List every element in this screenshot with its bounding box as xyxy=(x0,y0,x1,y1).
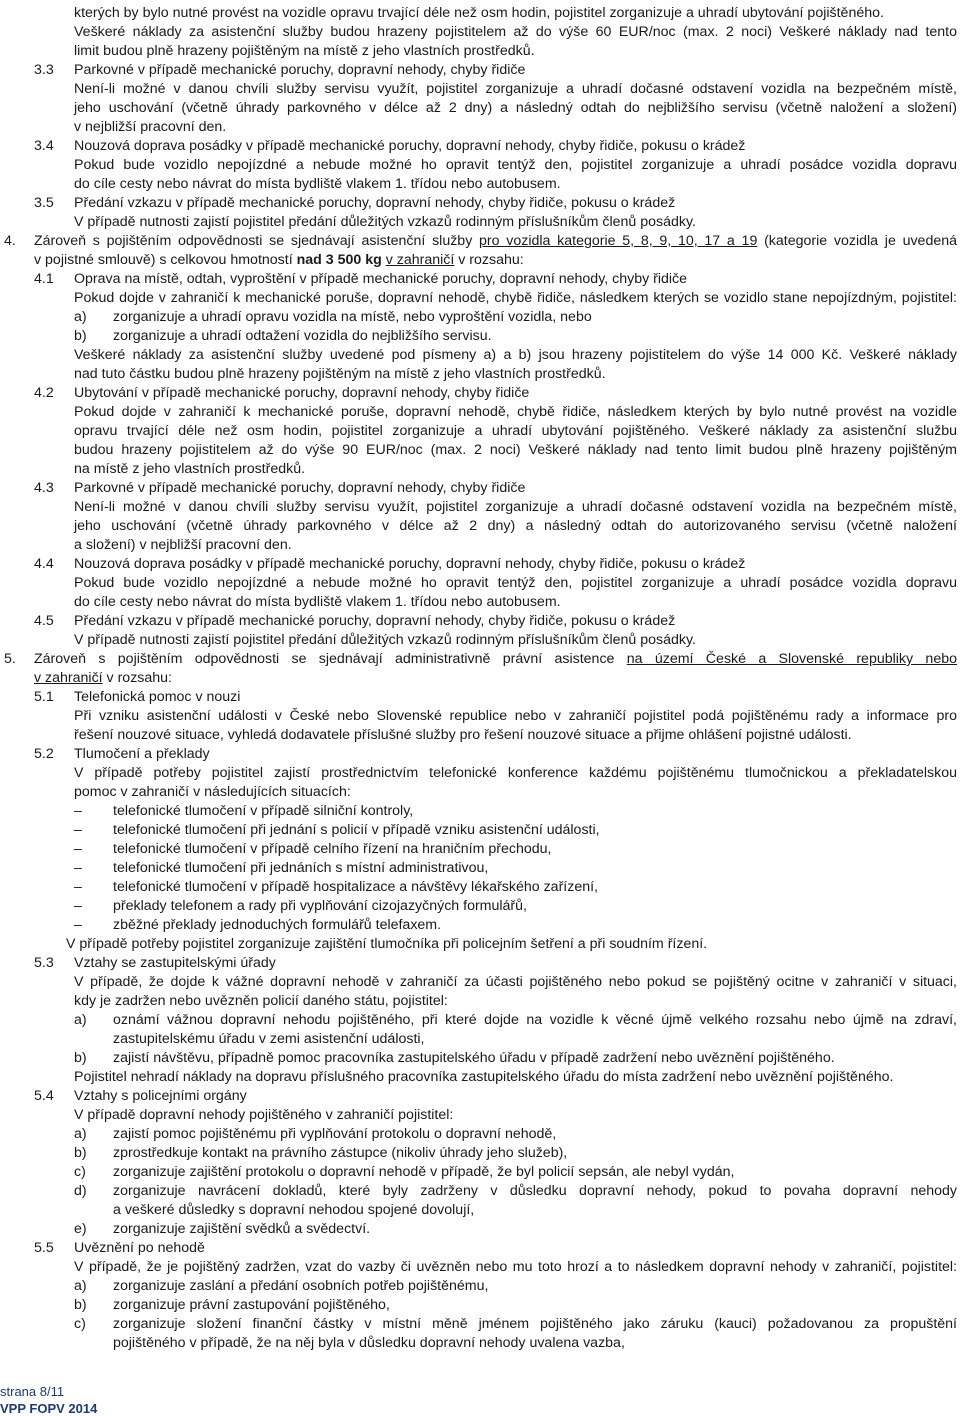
item-number: 5.1 xyxy=(34,689,54,705)
text-line: V případě dopravní nehody pojištěného v zahraničí pojistitel: xyxy=(74,1107,454,1123)
text-line: do cíle cesty nebo návrat do místa bydliště vlakem 1. třídou nebo autobusem. xyxy=(74,594,561,610)
text-line: v nejbližší pracovní den. xyxy=(74,119,227,135)
list-item: telefonické tlumočení při jednáních s místní administrativou, xyxy=(113,860,489,876)
section-number: 4. xyxy=(4,233,16,249)
text-line: kterých by bylo nutné provést na vozidle opravu trvající déle než osm hodin, pojistitel zorganizuje a uhradí ubytování pojištěného. xyxy=(74,5,884,21)
item-number: 4.2 xyxy=(34,385,54,401)
dash-bullet: – xyxy=(74,879,82,895)
list-label: d) xyxy=(74,1183,87,1199)
list-item: zorganizuje a uhradí opravu vozidla na místě, nebo vyproštění vozidla, nebo xyxy=(113,309,592,325)
text-line: Není-li možné v danou chvíli služby servisu využít, pojistitel zorganizuje a uhradí dočasné odstavení vozidla na bezpečném místě, xyxy=(74,81,957,97)
dash-bullet: – xyxy=(74,841,82,857)
text-line: V případě nutnosti zajistí pojistitel předání důležitých vzkazů rodinným příslušníkům členů posádky. xyxy=(74,214,696,230)
list-label: a) xyxy=(74,1012,87,1028)
item-number: 4.5 xyxy=(34,613,54,629)
text-line: V případě, že dojde k vážné dopravní nehodě v zahraničí za účasti pojištěného nebo pokud se pojištěný ocitne v zahraničí v situaci, xyxy=(74,974,957,990)
dash-bullet: – xyxy=(74,898,82,914)
list-label: e) xyxy=(74,1221,87,1237)
text-line: Pokud bude vozidlo nepojízdné a nebude možné ho opravit tentýž den, pojistitel zorganizuje a uhradí posádce vozidla dopravu xyxy=(74,157,957,173)
item-title: Předání vzkazu v případě mechanické poruchy, dopravní nehody, chyby řidiče, pokusu o krádež xyxy=(74,613,676,629)
list-item: zběžné překlady jednoduchých formulářů telefaxem. xyxy=(113,917,442,933)
section-intro: Zároveň s pojištěním odpovědnosti se sjednávají administrativně právní asistence na území České a Slovenské republiky nebo xyxy=(34,651,957,667)
list-item: překlady telefonem a rady při vyplňování cizojazyčných formulářů, xyxy=(113,898,527,914)
list-item-cont: pojištěného v případě, že na něj byla v důsledku dopravní nehody uvalena vazba, xyxy=(113,1335,625,1351)
list-item: telefonické tlumočení v případě hospitalizace a návštěvy lékařského zařízení, xyxy=(113,879,599,895)
text-line: Veškeré náklady za asistenční služby uvedené pod písmeny a) a b) jsou hrazeny pojistitelem do výše 14 000 Kč. Veškeré náklady xyxy=(74,347,957,363)
item-title: Telefonická pomoc v nouzi xyxy=(74,689,241,705)
list-label: c) xyxy=(74,1164,86,1180)
item-number: 5.5 xyxy=(34,1240,54,1256)
list-item: zorganizuje zajištění protokolu o dopravní nehodě v případě, že byl policií sepsán, ale nebyl vydán, xyxy=(113,1164,735,1180)
list-label: a) xyxy=(74,1278,87,1294)
text-line: Není-li možné v danou chvíli služby servisu využít, pojistitel zorganizuje a uhradí dočasné odstavení vozidla na bezpečném místě, xyxy=(74,499,957,515)
text-line: V případě, že je pojištěný zadržen, vzat do vazby či uvězněn nebo mu toto hrozí a to následkem dopravní nehody v zahraničí, pojistitel: xyxy=(74,1259,957,1275)
item-title: Vztahy se zastupitelskými úřady xyxy=(74,955,276,971)
list-label: a) xyxy=(74,309,87,325)
item-number: 4.4 xyxy=(34,556,54,572)
dash-bullet: – xyxy=(74,822,82,838)
item-title: Uvěznění po nehodě xyxy=(74,1240,205,1256)
list-item: zprostředkuje kontakt na právního zástupce (nikoliv úhrady jeho služeb), xyxy=(113,1145,568,1161)
text-line: Pokud dojde v zahraničí k mechanické poruše, dopravní nehodě, chybě řidiče, následkem kterých se vozidlo stane nepojízdným, pojistitel: xyxy=(74,290,957,306)
item-title: Parkovné v případě mechanické poruchy, dopravní nehody, chyby řidiče xyxy=(74,480,526,496)
item-title: Nouzová doprava posádky v případě mechanické poruchy, dopravní nehody, chyby řidiče, pokusu o krádež xyxy=(74,138,746,154)
list-label: c) xyxy=(74,1316,86,1332)
text-line: do cíle cesty nebo návrat do místa bydliště vlakem 1. třídou nebo autobusem. xyxy=(74,176,561,192)
item-title: Oprava na místě, odtah, vyproštění v případě mechanické poruchy, dopravní nehody, chyby řidiče xyxy=(74,271,688,287)
text-line: nad tuto částku budou plně hrazeny pojištěným na místě z jeho vlastních prostředků. xyxy=(74,366,606,382)
list-label: a) xyxy=(74,1126,87,1142)
list-label: b) xyxy=(74,1297,87,1313)
text-line: a složení) v nejbližší pracovní den. xyxy=(74,537,292,553)
item-title: Předání vzkazu v případě mechanické poruchy, dopravní nehody, chyby řidiče, pokusu o krádež xyxy=(74,195,676,211)
text-line: V případě potřeby pojistitel zajistí prostřednictvím telefonické konference každému pojištěnému tlumočnickou a překladatelskou xyxy=(74,765,957,781)
document-code: VPP FOPV 2014 xyxy=(0,1401,98,1416)
list-item: zorganizuje složení finanční částky v místní měně jménem pojištěného jako záruku (kauci) požadovanou za propuštění xyxy=(113,1316,957,1332)
text-line: budou hrazeny pojistitelem až do výše 90 EUR/noc (max. 2 noci) Veškeré náklady nad tento limit budou plně hrazeny pojištěným xyxy=(74,442,957,458)
list-item-cont: a veškeré důsledky s dopravní nehodou spojené dovolují, xyxy=(113,1202,475,1218)
text-line: Veškeré náklady za asistenční služby budou hrazeny pojistitelem až do výše 60 EUR/noc (max. 2 noci) Veškeré náklady nad tento xyxy=(74,24,957,40)
item-number: 5.4 xyxy=(34,1088,54,1104)
list-label: b) xyxy=(74,1145,87,1161)
item-number: 5.3 xyxy=(34,955,54,971)
text-line: jeho uschování (včetně úhrady parkovného v délce až 2 dny) a následný odtah do nejbližšího servisu (včetně naložení a složení) xyxy=(74,100,957,116)
list-item: zajistí návštěvu, případně pomoc pracovníka zastupitelského úřadu v případě zadržení nebo uvěznění pojištěného. xyxy=(113,1050,835,1066)
list-item: zorganizuje právní zastupování pojištěného, xyxy=(113,1297,390,1313)
dash-bullet: – xyxy=(74,917,82,933)
section-intro-cont: v pojistné smlouvě) s celkovou hmotností nad 3 500 kg v zahraničí v rozsahu: xyxy=(34,252,524,268)
text-line: pomoc v zahraničí v následujících situacích: xyxy=(74,784,351,800)
list-item-cont: zastupitelskému úřadu v zemi asistenční události, xyxy=(113,1031,425,1047)
page-number: strana 8/11 xyxy=(0,1384,65,1399)
section-number: 5. xyxy=(4,651,16,667)
list-item: telefonické tlumočení v případě celního řízení na hraničním přechodu, xyxy=(113,841,552,857)
text-line: opravu trvající déle než osm hodin, pojistitel zorganizuje a uhradí ubytování pojištěného. Veškeré náklady za asistenční službu xyxy=(74,423,957,439)
list-label: b) xyxy=(74,1050,87,1066)
text-line: V případě nutnosti zajistí pojistitel předání důležitých vzkazů rodinným příslušníkům členů posádky. xyxy=(74,632,696,648)
list-item: zorganizuje zaslání a předání osobních potřeb pojištěnému, xyxy=(113,1278,489,1294)
item-number: 5.2 xyxy=(34,746,54,762)
list-item: telefonické tlumočení v případě silniční kontroly, xyxy=(113,803,414,819)
item-title: Ubytování v případě mechanické poruchy, dopravní nehody, chyby řidiče xyxy=(74,385,530,401)
item-number: 4.1 xyxy=(34,271,54,287)
text-line: kdy je zadržen nebo uvězněn policií daného státu, pojistitel: xyxy=(74,993,448,1009)
list-item: zorganizuje zajištění svědků a svědectví. xyxy=(113,1221,371,1237)
item-title: Parkovné v případě mechanické poruchy, dopravní nehody, chyby řidiče xyxy=(74,62,526,78)
list-item: zajistí pomoc pojištěnému při vyplňování protokolu o dopravní nehodě, xyxy=(113,1126,557,1142)
list-item: oznámí vážnou dopravní nehodu pojištěného, při které dojde na vozidle k věcné újmě velkého rozsahu nebo újmě na zdraví, xyxy=(113,1012,957,1028)
text-line: jeho uschování (včetně úhrady parkovného v délce až 2 dny) a následný odtah do autorizovaného servisu (včetně naložení xyxy=(74,518,957,534)
item-title: Vztahy s policejními orgány xyxy=(74,1088,247,1104)
dash-bullet: – xyxy=(74,803,82,819)
item-number: 4.3 xyxy=(34,480,54,496)
item-number: 3.3 xyxy=(34,62,54,78)
item-number: 3.5 xyxy=(34,195,54,211)
list-item: telefonické tlumočení při jednání s policií v případě vzniku asistenční události, xyxy=(113,822,600,838)
list-item: zorganizuje a uhradí odtažení vozidla do nejbližšího servisu. xyxy=(113,328,492,344)
text-line: V případě potřeby pojistitel zorganizuje zajištění tlumočníka při policejním šetření a při soudním řízení. xyxy=(66,936,708,952)
item-title: Tlumočení a překlady xyxy=(74,746,210,762)
section-intro: Zároveň s pojištěním odpovědnosti se sjednávají asistenční služby pro vozidla kategorie 5, 8, 9, 10, 17 a 19 (kategorie vozidla je uvedená xyxy=(34,233,958,249)
text-line: limit budou plně hrazeny pojištěným na místě z jeho vlastních prostředků. xyxy=(74,43,535,59)
list-label: b) xyxy=(74,328,87,344)
item-number: 3.4 xyxy=(34,138,54,154)
item-title: Nouzová doprava posádky v případě mechanické poruchy, dopravní nehody, chyby řidiče, pokusu o krádež xyxy=(74,556,746,572)
section-intro-cont: v zahraničí v rozsahu: xyxy=(34,670,173,686)
text-line: Pokud bude vozidlo nepojízdné a nebude možné ho opravit tentýž den, pojistitel zorganizuje a uhradí posádce vozidla dopravu xyxy=(74,575,957,591)
text-line: Pojistitel nehradí náklady na dopravu příslušného pracovníka zastupitelského úřadu do místa zadržení nebo uvěznění pojištěného. xyxy=(74,1069,894,1085)
text-line: Pokud dojde v zahraničí k mechanické poruše, dopravní nehodě, chybě řidiče, následkem kterých by bylo nutné provést na vozidle xyxy=(74,404,957,420)
text-line: Při vzniku asistenční události v České nebo Slovenské republice nebo v zahraničí pojistitel podá pojištěnému rady a informace pro xyxy=(74,708,957,724)
text-line: řešení nouzové situace, vyhledá dodavatele příslušné služby pro řešení nouzové situace a přijme ohlášení pojistné události. xyxy=(74,727,852,743)
list-item: zorganizuje navrácení dokladů, které byly zadrženy v důsledku dopravní nehody, pokud to povaha dopravní nehody xyxy=(113,1183,957,1199)
text-line: na místě z jeho vlastních prostředků. xyxy=(74,461,306,477)
dash-bullet: – xyxy=(74,860,82,876)
